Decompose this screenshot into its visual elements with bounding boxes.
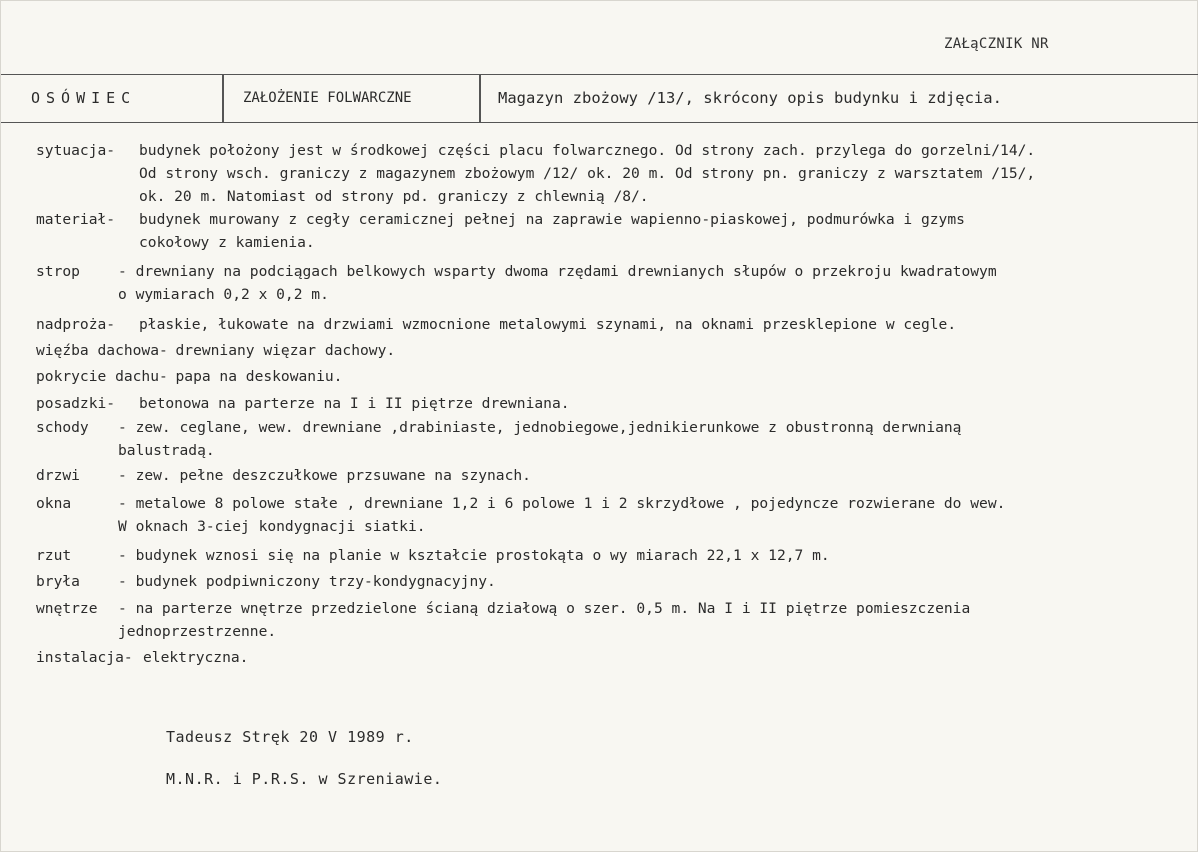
- entry-label: drzwi: [36, 467, 80, 484]
- entry-text-line: budynek murowany z cegły ceramicznej pełnej na zaprawie wapienno-piaskowej, podmurówka i gzyms: [139, 211, 965, 228]
- document-title: Magazyn zbożowy /13/, skrócony opis budynku i zdjęcia.: [498, 89, 1002, 107]
- entry-text-line: - drewniany na podciągach belkowych wsparty dwoma rzędami drewnianych słupów o przekroju kwadratowym: [118, 263, 997, 280]
- entry-text-line: Od strony wsch. graniczy z magazynem zbożowym /12/ ok. 20 m. Od strony pn. graniczy z warsztatem /15/,: [139, 165, 1036, 182]
- entry-label: rzut: [36, 547, 72, 564]
- entry-label: nadproża-: [36, 316, 116, 333]
- entry-text-line: cokołowy z kamienia.: [139, 234, 315, 251]
- entry-label: okna: [36, 495, 72, 512]
- entry-text-line: - budynek podpiwniczony trzy-kondygnacyjny.: [118, 573, 496, 590]
- entry-label: instalacja-: [36, 649, 133, 666]
- entry-label: bryła: [36, 573, 80, 590]
- header-divider: [222, 75, 224, 122]
- entry-text-line: - metalowe 8 polowe stałe , drewniane 1,2 i 6 polowe 1 i 2 skrzydłowe , pojedyncze rozwierane do wew.: [118, 495, 1006, 512]
- category-name: ZAŁOŻENIE FOLWARCZNE: [243, 90, 412, 106]
- entry-label: pokrycie dachu-: [36, 368, 168, 385]
- entry-text-line: o wymiarach 0,2 x 0,2 m.: [118, 286, 329, 303]
- entry-text-line: W oknach 3-ciej kondygnacji siatki.: [118, 518, 426, 535]
- signature-institution: M.N.R. i P.R.S. w Szreniawie.: [166, 770, 443, 788]
- entry-text-line: ok. 20 m. Natomiast od strony pd. graniczy z chlewnią /8/.: [139, 188, 649, 205]
- annex-label: ZAŁąCZNIK NR: [944, 36, 1049, 52]
- entry-text-line: - zew. ceglane, wew. drewniane ,drabiniaste, jednobiegowe,jednikierunkowe z obustronną derwnianą: [118, 419, 962, 436]
- entry-label: materiał-: [36, 211, 116, 228]
- entry-label: wnętrze: [36, 600, 98, 617]
- entry-text-line: - budynek wznosi się na planie w kształcie prostokąta o wy miarach 22,1 x 12,7 m.: [118, 547, 830, 564]
- entry-text-line: jednoprzestrzenne.: [118, 623, 277, 640]
- entry-label: sytuacja-: [36, 142, 116, 159]
- entry-text-line: - na parterze wnętrze przedzielone ścianą działową o szer. 0,5 m. Na I i II piętrze pomieszczenia: [118, 600, 971, 617]
- entry-label: schody: [36, 419, 89, 436]
- entry-text-line: - zew. pełne deszczułkowe przsuwane na szynach.: [118, 467, 531, 484]
- entry-label: więźba dachowa-: [36, 342, 168, 359]
- entry-text-line: betonowa na parterze na I i II piętrze drewniana.: [139, 395, 570, 412]
- header-row: [1, 74, 1198, 123]
- header-divider: [479, 75, 481, 122]
- place-name: OSÓWIEC: [31, 89, 137, 107]
- entry-text-line: papa na deskowaniu.: [175, 368, 343, 385]
- entry-text-line: płaskie, łukowate na drzwiami wzmocnione metalowymi szynami, na oknami przesklepione w cegle.: [139, 316, 957, 333]
- signature-author: Tadeusz Stręk 20 V 1989 r.: [166, 728, 414, 746]
- entry-label: strop: [36, 263, 80, 280]
- entry-text-line: balustradą.: [118, 442, 215, 459]
- entry-text-line: drewniany więzar dachowy.: [175, 342, 396, 359]
- entry-text-line: elektryczna.: [143, 649, 249, 666]
- entry-text-line: budynek położony jest w środkowej części placu folwarcznego. Od strony zach. przylega do gorzelni/14/.: [139, 142, 1036, 159]
- entry-label: posadzki-: [36, 395, 116, 412]
